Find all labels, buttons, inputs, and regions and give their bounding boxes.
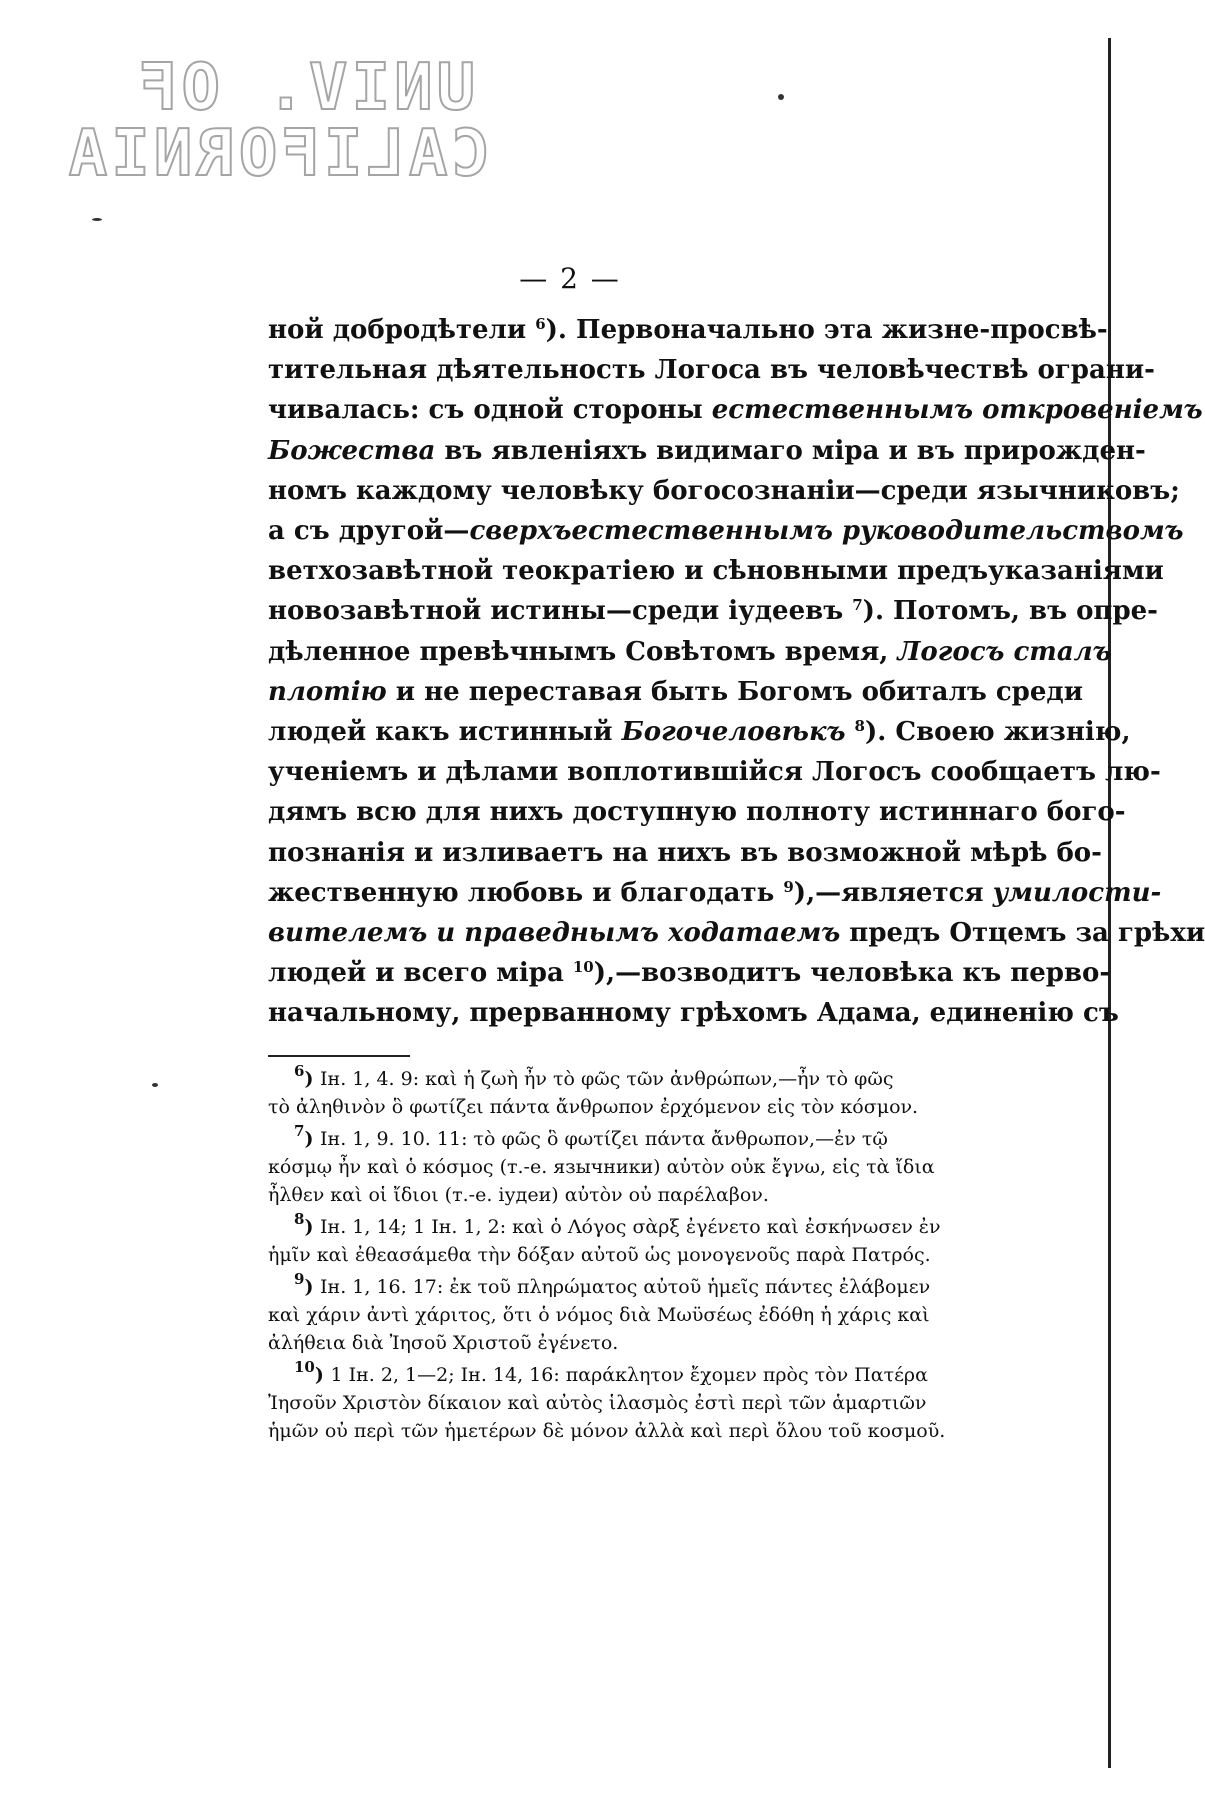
footnote-line: $^{10}$) 1 Ін. 2, 1—2; Ін. 14, 16: παράκλητον ἔχομεν πρὸς τὸν Πατέρα	[294, 1358, 928, 1386]
footnote	[268, 1210, 996, 1269]
text-line	[268, 591, 1158, 631]
footnote	[268, 1358, 996, 1445]
text-run: ),—является	[793, 877, 993, 908]
footnote-text: ἡμῖν καὶ ἐθεασάμεθα τὴν δόξαν αὐτοῦ ὡς μονογενοῦς παρὰ Πατρός.	[268, 1244, 931, 1266]
text-line	[268, 833, 1102, 873]
footnote-ref: 6	[535, 315, 546, 333]
footnote-text: ἡμῶν οὐ περὶ τῶν ἡμετέρων δὲ μόνον ἀλλὰ καὶ περὶ ὅλου τοῦ κοσμοῦ.	[268, 1420, 946, 1442]
italic-text: естественнымъ откровеніемъ	[711, 395, 1203, 426]
text-line	[268, 712, 1131, 752]
footnote-text: ἦλθεν καὶ οἱ ἴδιοι (т.-е. іудеи) αὐτὸν οὐ παρέλαβον.	[268, 1184, 769, 1206]
footnote-line: $^8$) Ін. 1, 14; 1 Ін. 1, 2: καὶ ὁ Λόγος σὰρξ ἐγένετο καὶ ἐσκήνωσεν ἐν	[294, 1210, 941, 1238]
footnote-line	[268, 1093, 996, 1121]
footnote-text: καὶ χάριν ἀντὶ χάριτος, ὅτι ὁ νόμος διὰ Μωϋσέως ἐδόθη ἡ χάρις καὶ	[268, 1304, 930, 1326]
text-run: а съ другой—	[268, 516, 470, 547]
text-run: номъ каждому человѣку богосознаніи—среди язычниковъ;	[268, 475, 1180, 506]
text-line	[268, 350, 1155, 390]
text-line	[268, 511, 1184, 551]
text-line	[268, 913, 1205, 953]
text-line	[268, 632, 1112, 672]
footnote-ref: 10	[572, 958, 594, 977]
footnote-line	[268, 1329, 996, 1357]
footnote-ref: 8	[854, 717, 865, 736]
text-line	[268, 792, 1126, 832]
footnote-mark: 9	[294, 1270, 305, 1288]
main-text	[268, 310, 1205, 1034]
text-line	[268, 873, 1162, 913]
text-run: чивалась: съ одной стороны	[268, 395, 712, 426]
stamp-line-2: CALIFORNIA	[64, 117, 490, 191]
text-line	[268, 551, 1164, 591]
text-line	[268, 431, 1146, 471]
footnotes	[268, 1062, 996, 1449]
text-line	[268, 953, 1111, 993]
italic-text: Логосъ сталъ	[897, 636, 1112, 667]
footnote-mark: 7	[294, 1122, 305, 1140]
footnote-rule	[268, 1055, 410, 1057]
text-run: новозавѣтной истины—среди іудеевъ	[268, 596, 853, 627]
text-run: ной добродѣтели	[268, 315, 536, 345]
footnote-line	[268, 1417, 996, 1445]
ink-speck	[778, 94, 784, 100]
text-run: ). Своею жизнію,	[864, 717, 1131, 748]
text-run: людей и всего міра	[268, 958, 573, 989]
italic-text: плотію	[268, 676, 387, 707]
text-run: тительная дѣятельность Логоса въ человѣчествѣ ограни-	[268, 355, 1155, 386]
library-perforation-stamp	[64, 51, 490, 191]
text-run: въ явленіяхъ видимаго міра и въ прирожден-	[435, 435, 1146, 466]
ink-speck	[152, 1083, 158, 1087]
italic-text: Богочеловѣкъ	[621, 717, 846, 748]
footnote-text: κόσμῳ ἦν καὶ ὁ κόσμος (т.-е. язычники) αὐτὸν οὐκ ἔγνω, εἰς τὰ ἴδια	[268, 1156, 935, 1178]
footnote-line	[268, 1181, 996, 1209]
footnote-mark: 10	[294, 1358, 315, 1376]
footnote-mark: 8	[294, 1210, 305, 1228]
italic-text: умилости-	[992, 877, 1162, 908]
text-line	[268, 390, 1203, 430]
footnote-ref: 9	[783, 877, 794, 896]
text-line	[268, 993, 1119, 1033]
text-line	[268, 310, 1108, 350]
text-run: познанія и изливаетъ на нихъ въ возможной мѣрѣ бо-	[268, 837, 1102, 868]
footnote-line: $^7$) Ін. 1, 9. 10. 11: τὸ φῶς ὃ φωτίζει πάντα ἄνθρωπον,—ἐν τῷ	[294, 1122, 888, 1150]
text-run: ). Первоначально эта жизне-просвѣ-	[545, 315, 1108, 345]
footnote-text: Ἰησοῦν Χριστὸν δίκαιον καὶ αὐτὸς ἱλασμὸς ἐστὶ περὶ τῶν ἁμαρτιῶν	[268, 1392, 927, 1414]
text-run: дѣленное превѣчнымъ Совѣтомъ время,	[268, 636, 898, 667]
text-line	[268, 672, 1084, 712]
footnote-mark: 6	[294, 1062, 305, 1080]
italic-text: вителемъ и праведнымъ ходатаемъ	[268, 918, 841, 949]
text-run: людей какъ истинный	[268, 717, 622, 748]
text-run: ),—возводитъ человѣка къ перво-	[593, 958, 1111, 989]
footnote	[268, 1122, 996, 1209]
footnote-line: $^9$) Ін. 1, 16. 17: ἐκ τοῦ πληρώματος αὐτοῦ ἡμεῖς πάντες ἐλάβομεν	[294, 1270, 931, 1298]
text-run: и не переставая быть Богомъ обиталъ среди	[386, 676, 1084, 707]
text-run: ). Потомъ, въ опре-	[862, 596, 1158, 627]
footnote-ref: 7	[852, 596, 863, 615]
footnote	[268, 1270, 996, 1357]
ink-speck	[92, 218, 102, 221]
footnote-line	[268, 1241, 996, 1269]
text-run: ветхозавѣтной теократіею и сѣновными предъуказаніями	[268, 556, 1164, 587]
footnote-text: Ін. 1, 4. 9: καὶ ἡ ζωὴ ἦν τὸ φῶς τῶν ἀνθρώπων,—ἦν τὸ φῶς	[320, 1068, 894, 1090]
footnote-text: Ін. 1, 9. 10. 11: τὸ φῶς ὃ φωτίζει πάντα ἄνθρωπον,—ἐν τῷ	[320, 1128, 888, 1150]
footnote	[268, 1062, 996, 1121]
italic-text: Божества	[268, 435, 436, 466]
italic-text: сверхъестественнымъ руководительствомъ	[469, 516, 1184, 547]
footnote-text: 1 Ін. 2, 1—2; Ін. 14, 16: παράκλητον ἔχομεν πρὸς τὸν Πατέρα	[330, 1364, 928, 1386]
footnote-text: ἀλήθεια διὰ Ἰησοῦ Χριστοῦ ἐγένετο.	[268, 1332, 619, 1354]
footnote-line	[268, 1301, 996, 1329]
text-run	[845, 717, 854, 747]
footnote-line: $^6$) Ін. 1, 4. 9: καὶ ἡ ζωὴ ἦν τὸ φῶς τῶν ἀνθρώπων,—ἦν τὸ φῶς	[294, 1062, 894, 1090]
text-line	[268, 752, 1161, 792]
text-run: ученіемъ и дѣлами воплотившійся Логосъ сообщаетъ лю-	[268, 757, 1161, 788]
page-number: — 2 —	[519, 262, 621, 295]
text-run: дямъ всю для нихъ доступную полноту истиннаго бого-	[268, 797, 1126, 828]
footnote-text: Ін. 1, 14; 1 Ін. 1, 2: καὶ ὁ Λόγος σὰρξ ἐγένετο καὶ ἐσκήνωσεν ἐν	[320, 1216, 941, 1238]
footnote-text: Ін. 1, 16. 17: ἐκ τοῦ πληρώματος αὐτοῦ ἡμεῖς πάντες ἐλάβομεν	[320, 1276, 931, 1298]
text-run: предъ Отцемъ за грѣхи	[840, 918, 1205, 949]
stamp-line-1: UNIV. OF	[134, 51, 476, 125]
text-line	[268, 471, 1180, 511]
footnote-line	[268, 1389, 996, 1417]
text-run: начальному, прерванному грѣхомъ Адама, единенію съ	[268, 998, 1119, 1029]
footnote-line	[268, 1153, 996, 1181]
text-run: жественную любовь и благодать	[268, 877, 784, 908]
footnote-text: τὸ ἀληθινὸν ὃ φωτίζει πάντα ἄνθρωπον ἐρχόμενον εἰς τὸν κόσμον.	[268, 1096, 919, 1118]
